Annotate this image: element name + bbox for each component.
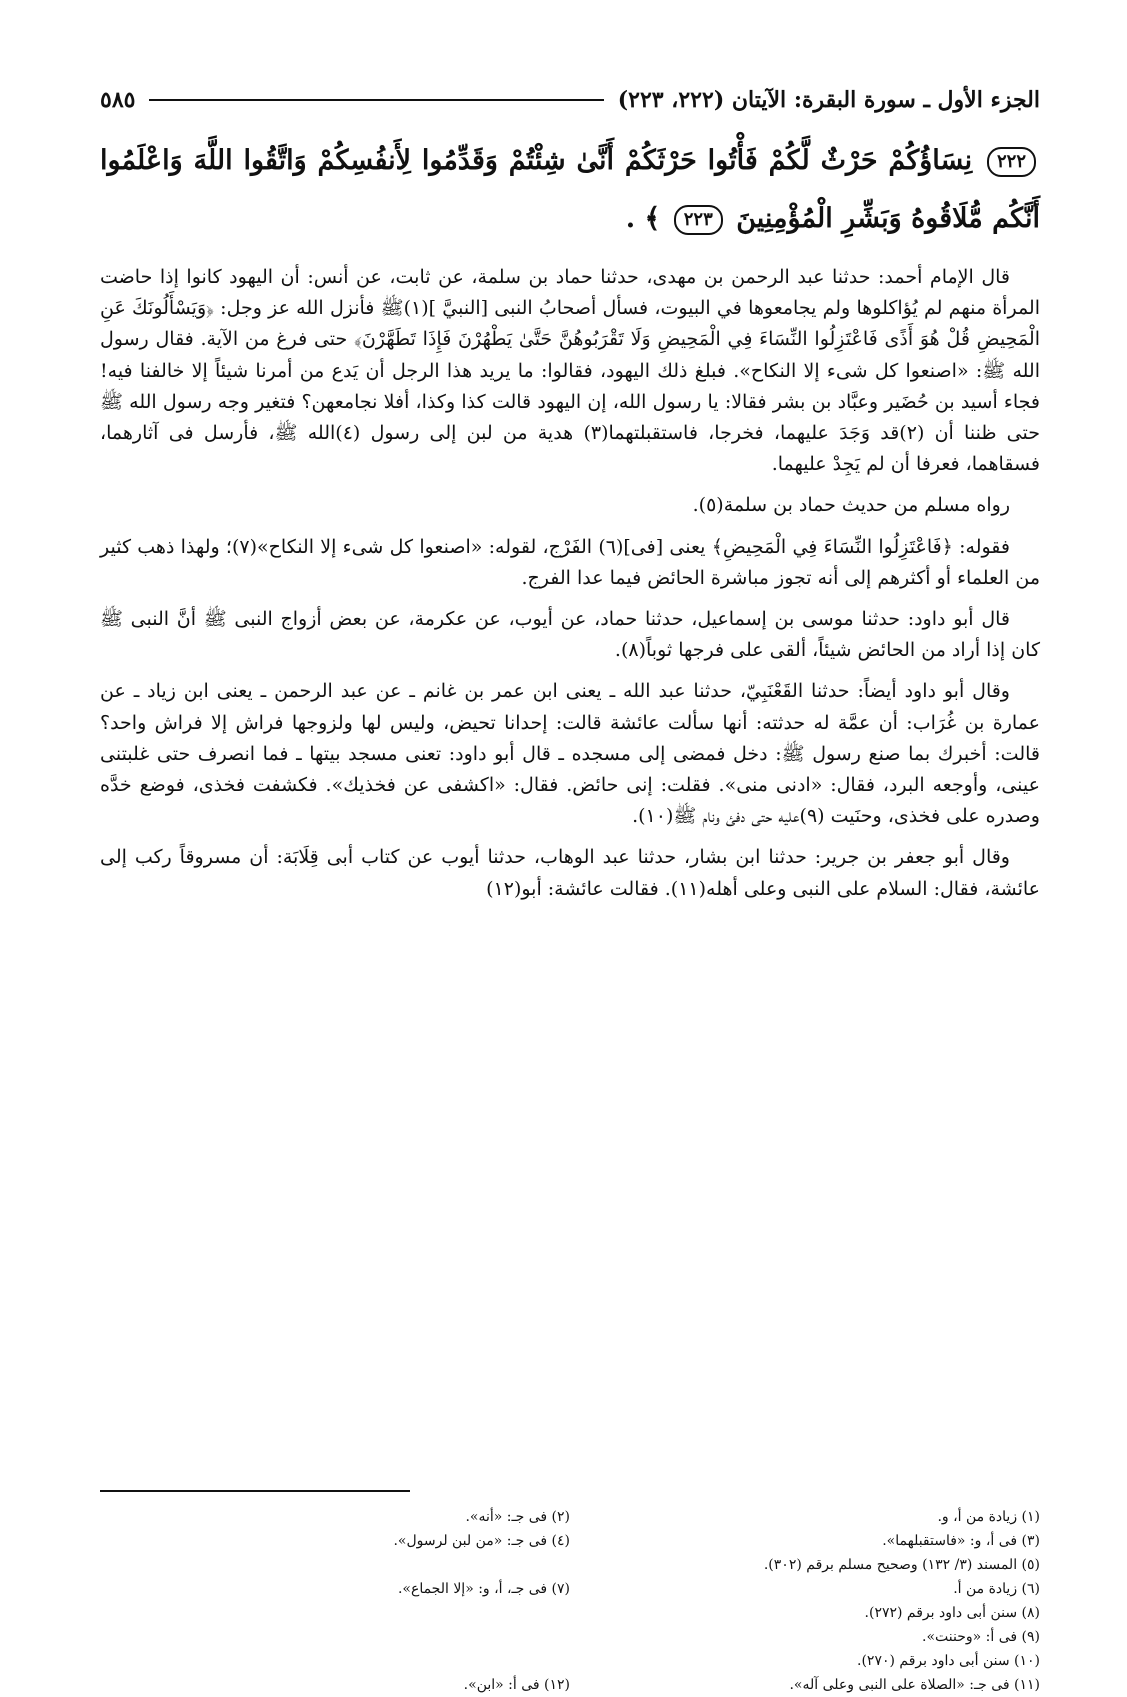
quran-verse xyxy=(100,132,1040,248)
header-rule xyxy=(149,99,603,101)
verse-closing: ﴾ . xyxy=(625,203,661,234)
paragraph: وقال أبو جعفر بن جرير: حدثنا ابن بشار، حدثنا عبد الوهاب، حدثنا أيوب عن كتاب أبى قِلَابَة: أن مسروقاً ركب إلى عائشة، فقال: السلام على النبى وعلى أهله(١١). فقالت عائشة: أبو(١٢) xyxy=(100,846,1040,900)
page-number: ٥٨٥ xyxy=(100,87,136,113)
paragraph: قال الإمام أحمد: حدثنا عبد الرحمن بن مهدى، حدثنا حماد بن سلمة، عن ثابت، عن أنس: أن اليهود كانوا إذا حاضت المرأة منهم لم يُؤاكلوها ولم يجامعوها في البيوت، فسأل أصحابُ النبى [النبيَّ ](١)ﷺ فأنزل الله عز وجل: ﴿وَيَسْأَلُونَكَ عَنِ الْمَحِيضِ قُلْ هُوَ أَذًى فَاعْتَزِلُوا النِّسَاءَ فِي الْمَحِيضِ وَلَا تَقْرَبُوهُنَّ حَتَّىٰ يَطْهُرْنَ فَإِذَا تَطَهَّرْنَ﴾ حتى فرغ من الآية. فقال رسول الله ﷺ: «اصنعوا كل شىء إلا النكاح». فبلغ ذلك اليهود، فقالوا: ما يريد هذا الرجل أن يَدع من أمرنا شيئاً إلا خالفنا فيه! فجاء أسيد بن حُضَير وعبَّاد بن بشر فقالا: يا رسول الله، إن اليهود قالت كذا وكذا، أفلا نجامعهن؟ فتغير وجه رسول الله ﷺ حتى ظننا أن (٢)قد وَجَدَ عليهما، فخرجا، فاستقبلتهما(٣) هدية من لبن إلى رسول (٤)الله ﷺ، فأرسل فى آثارهما، فسقاهما، فعرفا أن لم يَجِدْ عليهما. xyxy=(100,266,1040,476)
footnote: (١٠) سنن أبى داود برقم (٢٧٠). xyxy=(857,1653,1040,1669)
paragraph: فقوله: ﴿فَاعْتَزِلُوا النِّسَاءَ فِي الْمَحِيضِ﴾ يعنى [فى](٦) الفَرْج، لقوله: «اصنعوا كل شىء إلا النكاح»(٧)؛ ولهذا ذهب كثير من العلماء أو أكثرهم إلى أنه تجوز مباشرة الحائض فيما عدا الفرج. xyxy=(100,535,1040,589)
paragraph: رواه مسلم من حديث حماد بن سلمة(٥). xyxy=(692,494,1010,517)
footnote: (٤) فى جـ: «من لبن لرسول». xyxy=(393,1533,570,1549)
footnote-row xyxy=(100,1673,1040,1697)
book-page xyxy=(100,80,1040,1693)
footnote-row xyxy=(100,1625,1040,1649)
footnote xyxy=(100,1601,570,1625)
footnote-row xyxy=(100,1577,1040,1601)
verse-text: نِسَاؤُكُمْ حَرْثٌ لَّكُمْ فَأْتُوا حَرْثَكُمْ أَنَّىٰ شِئْتُمْ وَقَدِّمُوا لِأَنفُسِكُمْ وَاتَّقُوا اللَّهَ وَاعْلَمُوا أَنَّكُم مُّلَاقُوهُ وَبَشِّرِ الْمُؤْمِنِينَ xyxy=(100,145,1040,234)
ayah-number-marker: ٢٢٢ xyxy=(987,147,1036,177)
footnote-row xyxy=(100,1601,1040,1625)
footnote-row xyxy=(100,1529,1040,1553)
footnote xyxy=(100,1649,570,1673)
footnote: (٨) سنن أبى داود برقم (٢٧٢). xyxy=(864,1605,1040,1621)
footnote-separator xyxy=(100,1490,410,1492)
footnote: (٧) فى جـ، أ، و: «إلا الجماع». xyxy=(397,1581,570,1597)
paragraph: قال أبو داود: حدثنا موسى بن إسماعيل، حدثنا حماد، عن أيوب، عن عكرمة، عن بعض أزواج النبى ﷺ أنَّ النبى ﷺ كان إذا أراد من الحائض شيئاً، ألقى على فرجها ثوباً(٨). xyxy=(100,608,1040,662)
running-header xyxy=(100,80,1040,120)
paragraph: وقال أبو داود أيضاً: حدثنا القَعْنَبِيّ، حدثنا عبد الله ـ يعنى ابن عمر بن غانم ـ عن عبد الرحمن ـ يعنى ابن زياد ـ عن عمارة بن غُرَاب: أن عمَّة له حدثته: أنها سألت عائشة قالت: إحدانا تحيض، وليس لها ولزوجها فراش إلا فراش واحد؟ قالت: أخبرك بما صنع رسول ﷺ: دخل فمضى إلى مسجده ـ قال أبو داود: تعنى مسجد بيتها ـ فما انصرف حتى غلبتنى عينى، وأوجعه البرد، فقال: «ادنى منى». فقلت: إنى حائض. فقال: «اكشفى عن فخذيك». فكشفت فخذى، فوضع خدَّه وصدره على فخذى، وحنَيت (٩)عليه حتى دفئ ونام ﷺ(١٠). xyxy=(100,680,1040,828)
footnote xyxy=(100,1553,570,1577)
footnote: (٦) زيادة من أ. xyxy=(953,1581,1040,1597)
footnote: (٩) فى أ: «وحننت». xyxy=(922,1629,1040,1645)
ayah-number-marker: ٢٢٣ xyxy=(674,205,723,235)
footnote: (٣) فى أ، و: «فاستقبلهما». xyxy=(882,1533,1040,1549)
footnote-row xyxy=(100,1649,1040,1673)
footnote xyxy=(100,1625,570,1649)
footnote: (١١) فى جـ: «الصلاة على النبى وعلى آله». xyxy=(789,1677,1040,1693)
footnote: (١) زيادة من أ، و. xyxy=(937,1509,1040,1525)
header-title: الجزء الأول ـ سورة البقرة: الآيتان (٢٢٢، ٢٢٣) xyxy=(617,87,1040,113)
commentary-body xyxy=(100,262,1040,915)
footnote: (٥) المسند (٣/ ١٣٢) وصحيح مسلم برقم (٣٠٢). xyxy=(763,1557,1040,1573)
footnote-row xyxy=(100,1553,1040,1577)
footnote: (١٢) فى أ: «ابن». xyxy=(463,1677,570,1693)
footnotes xyxy=(100,1505,1040,1697)
footnote: (٢) فى جـ: «أنه». xyxy=(465,1509,570,1525)
footnote-row xyxy=(100,1505,1040,1529)
